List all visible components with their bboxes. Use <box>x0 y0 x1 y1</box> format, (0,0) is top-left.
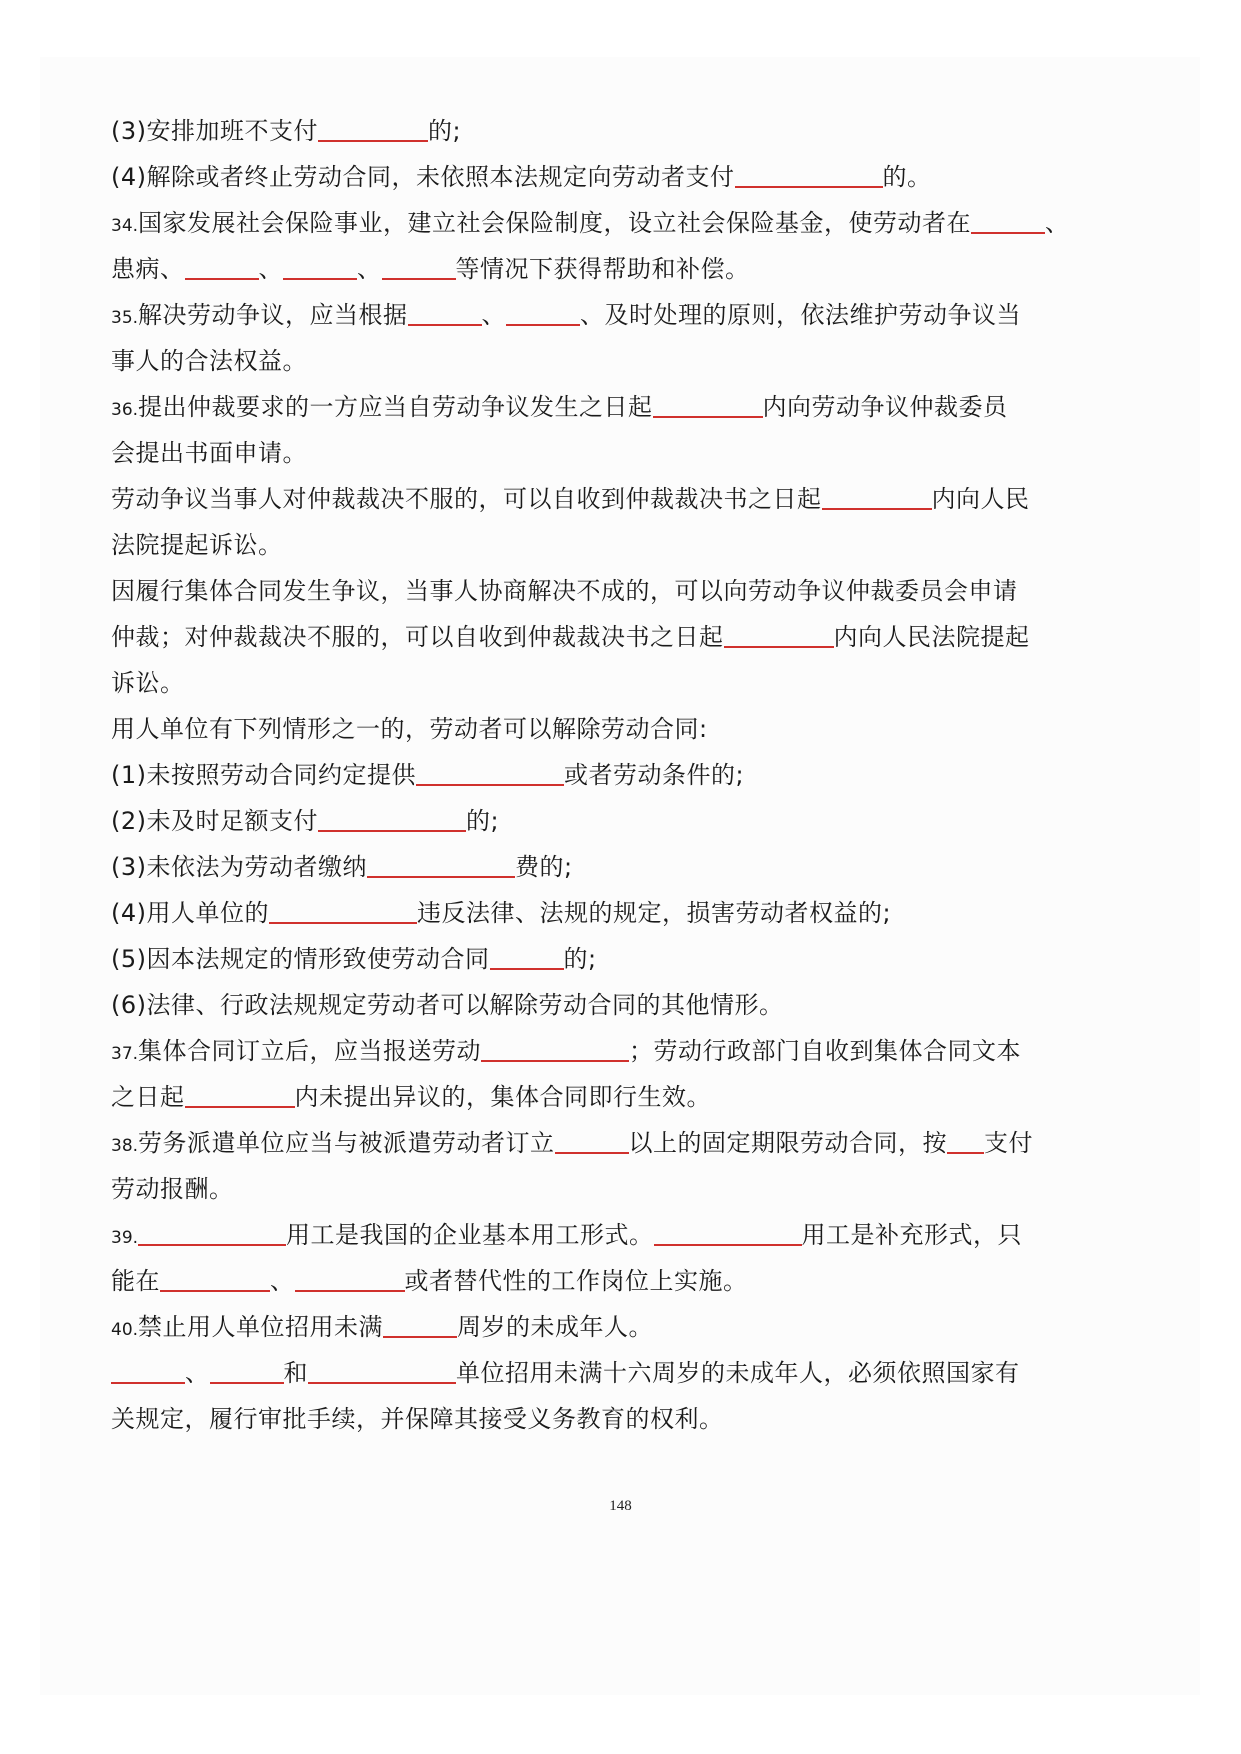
text-line <box>111 108 1131 154</box>
text-segment: 、 <box>270 1267 295 1295</box>
text-segment: 法院提起诉讼。 <box>111 531 283 559</box>
text-segment: 患病、 <box>111 255 185 283</box>
text-line <box>111 246 1131 292</box>
text-segment: 用人单位有下列情形之一的，劳动者可以解除劳动合同: <box>111 715 708 743</box>
text-segment: 会提出书面申请。 <box>111 439 307 467</box>
text-segment: 用工是补充形式，只 <box>801 1221 1023 1249</box>
text-segment: 和 <box>283 1359 308 1387</box>
text-line <box>111 338 1131 384</box>
text-segment: 周岁的未成年人。 <box>457 1313 654 1341</box>
text-segment: 国家发展社会保险事业，建立社会保险制度，设立社会保险基金，使劳动者在 <box>138 209 972 237</box>
text-line <box>111 430 1131 476</box>
text-line <box>111 1212 1131 1258</box>
text-segment: 、及时处理的原则，依法维护劳动争议当 <box>580 301 1022 329</box>
text-segment: 能在 <box>111 1267 160 1295</box>
question-number: 35. <box>111 308 139 328</box>
text-line <box>111 154 1131 200</box>
text-line <box>111 798 1131 844</box>
text-segment: 内未提出异议的，集体合同即行生效。 <box>294 1083 711 1111</box>
text-segment: 内向劳动争议仲裁委员 <box>762 393 1008 421</box>
text-line <box>111 1396 1131 1442</box>
text-line <box>111 660 1131 706</box>
question-number: 36. <box>111 400 139 420</box>
text-segment: (4)解除或者终止劳动合同，未依照本法规定向劳动者支付 <box>111 163 735 191</box>
text-segment: 诉讼。 <box>111 669 185 697</box>
text-segment: 关规定，履行审批手续，并保障其接受义务教育的权利。 <box>111 1405 724 1433</box>
fill-in-blank[interactable] <box>822 478 932 510</box>
fill-in-blank[interactable] <box>269 892 417 924</box>
question-number: 34. <box>111 216 139 236</box>
text-segment: 之日起 <box>111 1083 185 1111</box>
fill-in-blank[interactable] <box>308 1352 456 1384</box>
text-line <box>111 292 1131 338</box>
question-number: 38. <box>111 1136 139 1156</box>
text-segment: 的; <box>563 945 597 973</box>
text-segment: 劳动争议当事人对仲裁裁决不服的，可以自收到仲裁裁决书之日起 <box>111 485 822 513</box>
text-segment: 事人的合法权益。 <box>111 347 307 375</box>
fill-in-blank[interactable] <box>416 754 564 786</box>
document-body <box>111 108 1131 1442</box>
text-line <box>111 844 1131 890</box>
text-segment: (6)法律、行政法规规定劳动者可以解除劳动合同的其他情形。 <box>111 991 784 1019</box>
fill-in-blank[interactable] <box>367 846 515 878</box>
text-segment: 、 <box>357 255 382 283</box>
text-line <box>111 982 1131 1028</box>
question-number: 37. <box>111 1044 139 1064</box>
text-segment: 等情况下获得帮助和补偿。 <box>455 255 750 283</box>
question-number: 39. <box>111 1228 139 1248</box>
text-segment: 的; <box>428 117 462 145</box>
text-segment: (3)安排加班不支付 <box>111 117 318 145</box>
text-segment: 违反法律、法规的规定，损害劳动者权益的; <box>417 899 892 927</box>
text-segment: 劳动报酬。 <box>111 1175 234 1203</box>
fill-in-blank[interactable] <box>971 202 1045 234</box>
text-segment: 因履行集体合同发生争议，当事人协商解决不成的，可以向劳动争议仲裁委员会申请 <box>111 577 1018 605</box>
fill-in-blank[interactable] <box>283 248 357 280</box>
text-segment: 以上的固定期限劳动合同，按 <box>628 1129 948 1157</box>
text-line <box>111 476 1131 522</box>
question-number: 40. <box>111 1320 139 1340</box>
text-segment: 禁止用人单位招用未满 <box>138 1313 384 1341</box>
text-segment: 集体合同订立后，应当报送劳动 <box>138 1037 482 1065</box>
text-line <box>111 1074 1131 1120</box>
fill-in-blank[interactable] <box>654 1214 802 1246</box>
text-line <box>111 936 1131 982</box>
text-segment: 支付 <box>984 1129 1034 1157</box>
fill-in-blank[interactable] <box>160 1260 270 1292</box>
fill-in-blank[interactable] <box>506 294 580 326</box>
text-segment: (4)用人单位的 <box>111 899 269 927</box>
text-segment: (1)未按照劳动合同约定提供 <box>111 761 416 789</box>
text-segment: 费的; <box>515 853 573 881</box>
text-segment: 或者替代性的工作岗位上实施。 <box>404 1267 748 1295</box>
text-line <box>111 1028 1131 1074</box>
fill-in-blank[interactable] <box>481 1030 629 1062</box>
page-number: 148 <box>609 1498 632 1514</box>
text-segment: 的。 <box>882 163 932 191</box>
fill-in-blank[interactable] <box>735 156 883 188</box>
text-segment: 仲裁；对仲裁裁决不服的，可以自收到仲裁裁决书之日起 <box>111 623 724 651</box>
text-line <box>111 568 1131 614</box>
fill-in-blank[interactable] <box>653 386 763 418</box>
text-line <box>111 1350 1131 1396</box>
text-segment: 用工是我国的企业基本用工形式。 <box>286 1221 654 1249</box>
text-segment: 、 <box>185 1359 210 1387</box>
text-line <box>111 752 1131 798</box>
text-segment: 内向人民法院提起 <box>833 623 1030 651</box>
text-line <box>111 1304 1131 1350</box>
text-segment: 或者劳动条件的; <box>564 761 745 789</box>
text-line <box>111 1258 1131 1304</box>
fill-in-blank[interactable] <box>555 1122 629 1154</box>
text-segment: 单位招用未满十六周岁的未成年人，必须依照国家有 <box>456 1359 1020 1387</box>
fill-in-blank[interactable] <box>210 1352 284 1384</box>
text-line <box>111 522 1131 568</box>
fill-in-blank[interactable] <box>947 1122 984 1154</box>
fill-in-blank[interactable] <box>490 938 564 970</box>
text-segment: 的; <box>466 807 500 835</box>
text-line <box>111 384 1131 430</box>
fill-in-blank[interactable] <box>138 1214 286 1246</box>
fill-in-blank[interactable] <box>111 1352 185 1384</box>
text-segment: 解决劳动争议，应当根据 <box>138 301 408 329</box>
text-line <box>111 890 1131 936</box>
fill-in-blank[interactable] <box>724 616 834 648</box>
text-segment: 、 <box>481 301 507 329</box>
text-line <box>111 1166 1131 1212</box>
text-segment: (2)未及时足额支付 <box>111 807 318 835</box>
fill-in-blank[interactable] <box>383 1306 457 1338</box>
text-segment: (5)因本法规定的情形致使劳动合同 <box>111 945 490 973</box>
fill-in-blank[interactable] <box>318 800 466 832</box>
text-line <box>111 706 1131 752</box>
text-line <box>111 614 1131 660</box>
fill-in-blank[interactable] <box>295 1260 405 1292</box>
text-segment: ；劳动行政部门自收到集体合同文本 <box>629 1037 1022 1065</box>
fill-in-blank[interactable] <box>185 1076 295 1108</box>
fill-in-blank[interactable] <box>382 248 456 280</box>
text-line <box>111 200 1131 246</box>
text-line <box>111 1120 1131 1166</box>
fill-in-blank[interactable] <box>408 294 482 326</box>
text-segment: 内向人民 <box>931 485 1030 513</box>
text-segment: (3)未依法为劳动者缴纳 <box>111 853 367 881</box>
text-segment: 、 <box>258 255 283 283</box>
text-segment: 提出仲裁要求的一方应当自劳动争议发生之日起 <box>138 393 653 421</box>
fill-in-blank[interactable] <box>318 110 428 142</box>
text-segment: 、 <box>1045 209 1070 237</box>
text-segment: 劳务派遣单位应当与被派遣劳动者订立 <box>138 1129 555 1157</box>
fill-in-blank[interactable] <box>185 248 259 280</box>
